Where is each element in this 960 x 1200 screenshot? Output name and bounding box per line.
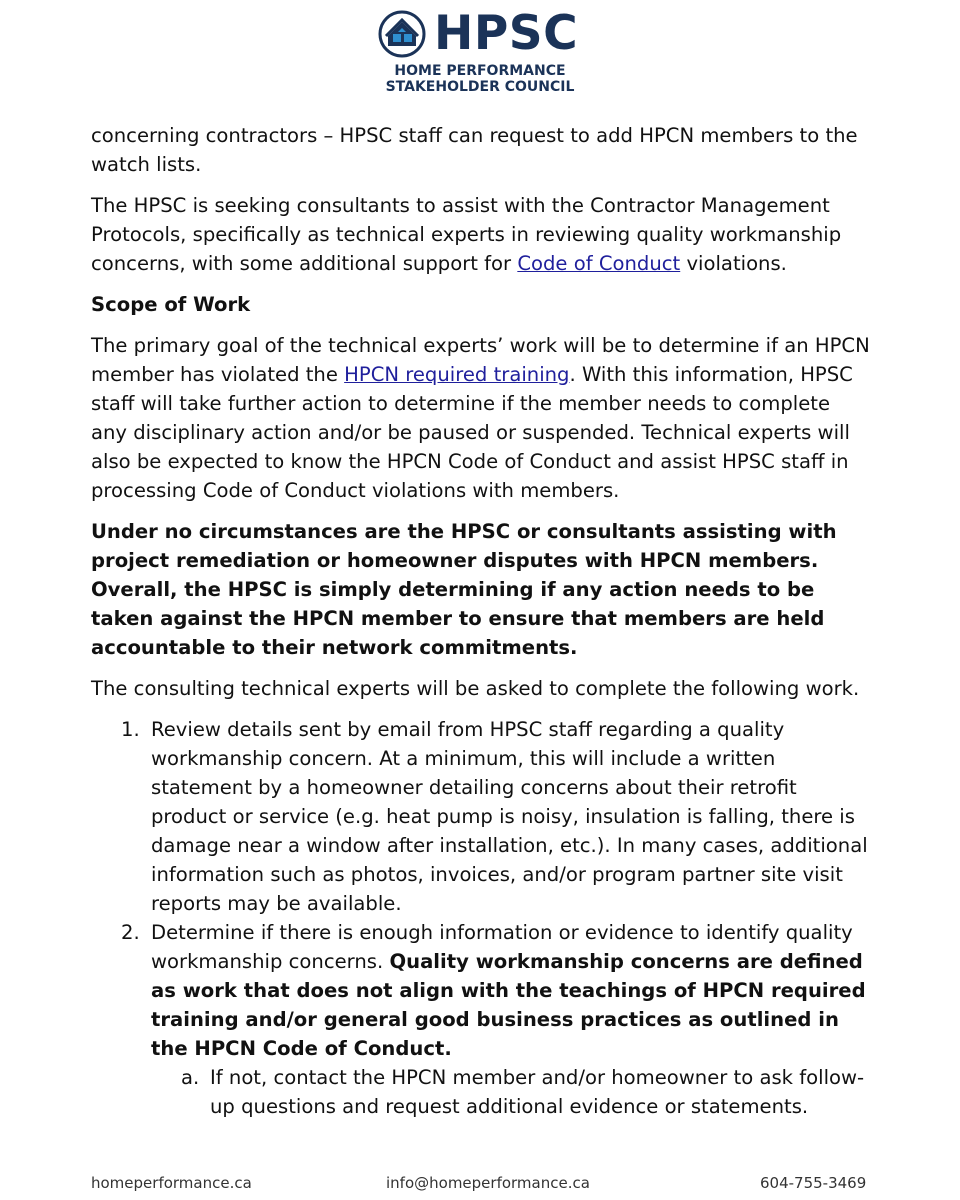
list-item-bold-text: Quality workmanship concerns are defined as work that does not align with the teachings of HPCN required training and/or general good business practices as outlined in the HPCN Code of Conduct. (151, 950, 866, 1060)
document-body (91, 121, 871, 1121)
work-steps-list (91, 715, 871, 1121)
intro-p2-text: The HPSC is seeking consultants to assist with the Contractor Management Protocols, specifically as technical experts in reviewing quality workmanship concerns, with some additional support for (91, 194, 842, 275)
sub-list-item (151, 1063, 871, 1121)
list-item (91, 715, 871, 918)
code-of-conduct-link[interactable]: Code of Conduct (517, 252, 681, 275)
house-logo-icon (378, 10, 426, 58)
intro-p2-end: violations. (680, 252, 787, 275)
scope-p-text: The primary goal of the technical experts’ work will be to determine if an HPCN member has violated the (91, 334, 870, 386)
sub-list (151, 1063, 871, 1121)
list-number: 1. (121, 718, 140, 741)
sub-list-item-text: If not, contact the HPCN member and/or homeowner to ask follow-up questions and request additional evidence or statements. (210, 1066, 865, 1118)
footer-phone: 604-755-3469 (760, 1174, 867, 1192)
hpsc-logo (378, 6, 578, 98)
footer-email[interactable]: info@homeperformance.ca (386, 1174, 590, 1192)
list-item-text: Review details sent by email from HPSC staff regarding a quality workmanship concern. At a minimum, this will include a written statement by a homeowner detailing concerns about their retrofit product or service (e.g. heat pump is noisy, insulation is falling, there is damage near a window after installation, etc.). In many cases, additional information such as photos, invoices, and/or program partner site visit reports may be available. (151, 718, 868, 915)
disclaimer-paragraph: Under no circumstances are the HPSC or consultants assisting with project remediation or homeowner disputes with HPCN members. Overall, the HPSC is simply determining if any action needs to be taken against the HPCN member to ensure that members are held accountable to their network commitments. (91, 520, 837, 659)
list-item-text: Determine if there is enough information or evidence to identify quality workmanship concerns. (151, 921, 853, 973)
logo-subtitle-line2: STAKEHOLDER COUNCIL (385, 79, 575, 95)
intro-paragraph-1: concerning contractors – HPSC staff can request to add HPCN members to the watch lists. (91, 124, 858, 176)
scope-paragraph (91, 331, 871, 505)
list-number: 2. (121, 921, 140, 944)
intro-paragraph-2 (91, 191, 871, 278)
footer-website[interactable]: homeperformance.ca (91, 1174, 252, 1192)
work-lead-paragraph: The consulting technical experts will be asked to complete the following work. (91, 677, 860, 700)
scope-heading: Scope of Work (91, 293, 251, 316)
logo-subtitle-line1: HOME PERFORMANCE (394, 63, 566, 79)
logo-wordmark: HPSC (434, 6, 579, 61)
hpcn-training-link[interactable]: HPCN required training (344, 363, 570, 386)
list-item (91, 918, 871, 1121)
sub-list-letter: a. (181, 1066, 200, 1089)
scope-p-end: . With this information, HPSC staff will take further action to determine if the member needs to complete any disciplinary action and/or be paused or suspended. Technical experts will also be expected to know the HPCN Code of Conduct and assist HPSC staff in processing Code of Conduct violations with members. (91, 363, 853, 502)
